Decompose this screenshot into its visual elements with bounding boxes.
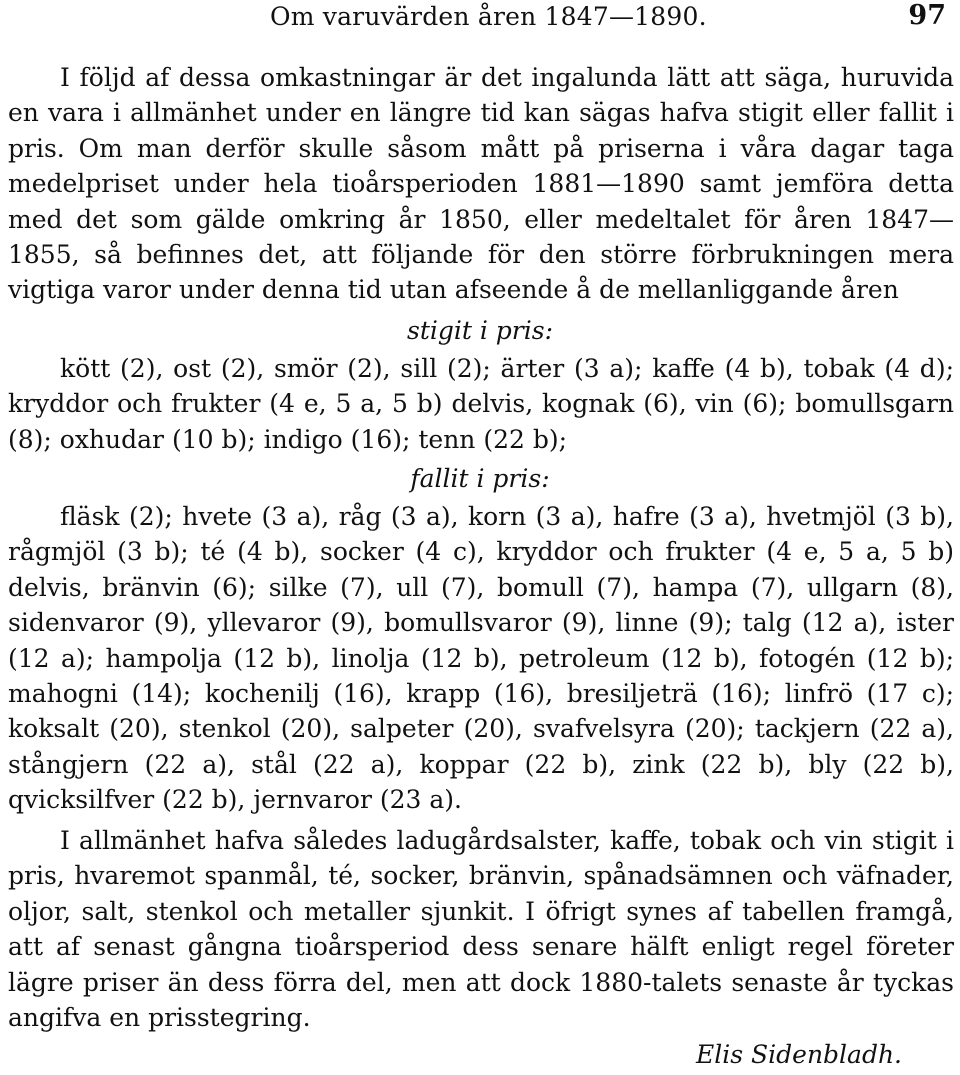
page-number: 97	[908, 0, 946, 31]
running-title: Om varuvärden åren 1847—1890.	[270, 2, 707, 31]
risen-in-price-list: kött (2), ost (2), smör (2), sill (2); ärter (3 a); kaffe (4 b), tobak (4 d); kryddor och frukter (4 e, 5 a, 5 b) delvis, kognak (6), vin (6); bomullsgarn (8); oxhudar (10 b); indigo (16); tenn (22 b);	[8, 354, 954, 454]
intro-paragraph: I följd af dessa omkastningar är det ingalunda lätt att säga, huruvida en vara i allmänhet under en längre tid kan sägas hafva stigit eller fallit i pris. Om man derför skulle såsom mått på priserna i våra dagar taga medelpriset under hela tioårsperioden 1881—1890 samt jemföra detta med det som gälde omkring år 1850, eller medeltalet för åren 1847—1855, så befinnes det, att följande för den större förbrukningen mera vigtiga varor under denna tid utan afseende å de mellanliggande åren	[8, 63, 954, 305]
risen-in-price-heading: stigit i pris:	[406, 316, 553, 345]
fallen-in-price-list: fläsk (2); hvete (3 a), råg (3 a), korn (3 a), hafre (3 a), hvetmjöl (3 b), rågmjöl (3 b); té (4 b), socker (4 c), kryddor och frukter (4 e, 5 a, 5 b) delvis, bränvin (6); silke (7), ull (7), bomull (7), hampa (7), ullgarn (8), sidenvaror (9), yllevaror (9), bomullsvaror (9), linne (9); talg (12 a), ister (12 a); hampolja (12 b), linolja (12 b), petroleum (12 b), fotogén (12 b); mahogni (14); kochenilj (16), krapp (16), bresiljeträ (16); linfrö (17 c); koksalt (20), stenkol (20), salpeter (20), svafvelsyra (20); tackjern (22 a), stångjern (22 a), stål (22 a), koppar (22 b), zink (22 b), bly (22 b), qvicksilfver (22 b), jernvaror (23 a).	[8, 502, 954, 815]
fallen-in-price-heading: fallit i pris:	[410, 464, 550, 493]
running-head	[0, 0, 960, 34]
conclusion-paragraph: I allmänhet hafva således ladugårdsalster, kaffe, tobak och vin stigit i pris, hvaremot spanmål, té, socker, bränvin, spånadsämnen och väfnader, oljor, salt, stenkol och metaller sjunkit. I öfrigt synes af tabellen framgå, att af senast gångna tioårsperiod dess senare hälft enligt regel företer lägre priser än dess förra del, men att dock 1880-talets senaste år tyckas angifva en prisstegring.	[8, 826, 954, 1033]
author-signature: Elis Sidenbladh.	[696, 1040, 902, 1069]
